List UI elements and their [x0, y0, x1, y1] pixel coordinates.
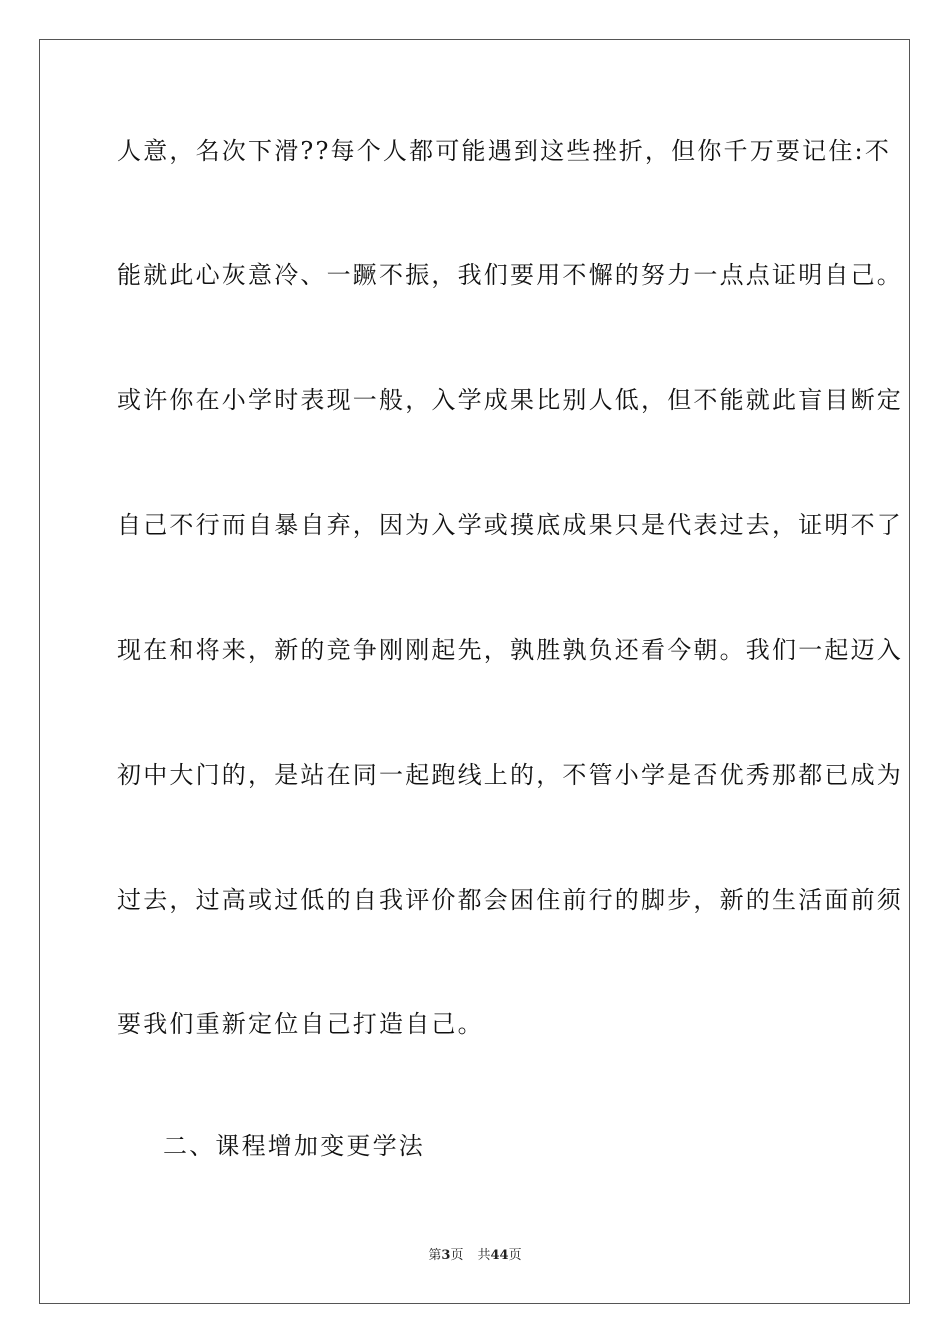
- body-text-line: 能就此心灰意冷、一蹶不振，我们要用不懈的努力一点点证明自己。: [117, 261, 903, 289]
- total-pages: 44: [490, 1248, 509, 1263]
- body-text-line: 或许你在小学时表现一般，入学成果比别人低，但不能就此盲目断定: [117, 386, 903, 414]
- page-prefix: 第: [428, 1248, 442, 1263]
- page-footer: [0, 1248, 950, 1264]
- body-text-line: 人意，名次下滑??每个人都可能遇到这些挫折，但你千万要记住:不: [117, 137, 892, 165]
- body-text-line: 要我们重新定位自己打造自己。: [117, 1010, 484, 1038]
- page-suffix: 页: [450, 1248, 464, 1263]
- body-text-line: 初中大门的，是站在同一起跑线上的，不管小学是否优秀那都已成为: [117, 761, 903, 789]
- body-text-line: 现在和将来，新的竞争刚刚起先，孰胜孰负还看今朝。我们一起迈入: [117, 636, 903, 664]
- body-text-line: 自己不行而自暴自弃，因为入学或摸底成果只是代表过去，证明不了: [117, 511, 903, 539]
- total-prefix: 共: [477, 1248, 491, 1263]
- page-border: [39, 39, 910, 1304]
- body-text-line: 过去，过高或过低的自我评价都会困住前行的脚步，新的生活面前须: [117, 886, 903, 914]
- total-suffix: 页: [508, 1248, 522, 1263]
- page-number: 3: [441, 1248, 451, 1263]
- section-heading: 二、课程增加变更学法: [163, 1132, 425, 1160]
